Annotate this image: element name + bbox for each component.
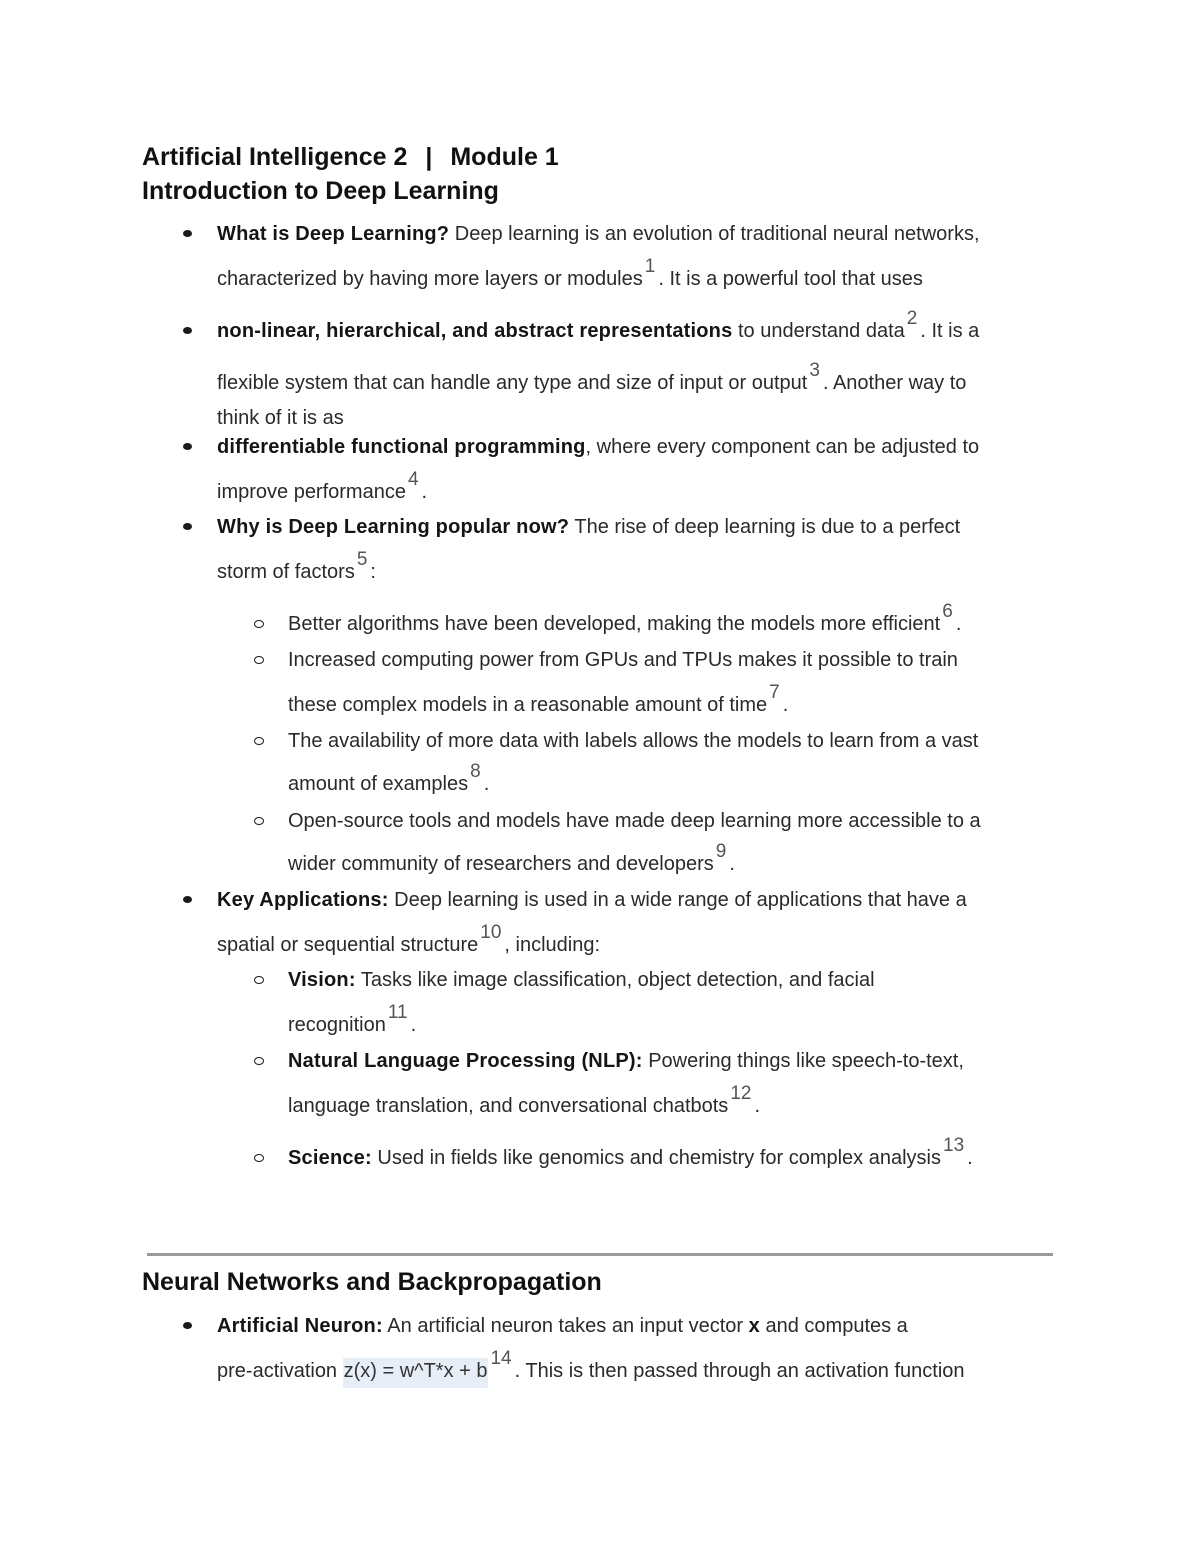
body-text: amount of examples [288, 773, 469, 795]
body-text: The rise of deep learning is due to a perfect [569, 516, 961, 538]
paragraph-line [217, 549, 376, 586]
body-text: . [967, 1147, 973, 1169]
bold-term: Science: [288, 1147, 372, 1169]
body-text: . [410, 1014, 417, 1036]
circle-bullet-icon [254, 620, 264, 628]
paragraph-line [288, 1002, 417, 1039]
bold-term: Artificial Neuron: [217, 1315, 383, 1337]
paragraph-line: think of it is as [217, 407, 344, 429]
paragraph-line [217, 922, 601, 959]
paragraph-line [217, 256, 923, 293]
section-heading-neural-networks: Neural Networks and Backpropagation [142, 1268, 602, 1296]
body-text: An artificial neuron takes an input vector [382, 1315, 749, 1337]
paragraph-line [217, 434, 979, 460]
paragraph-line [288, 682, 789, 719]
body-text: . [754, 1095, 761, 1117]
body-text: wider community of researchers and developers [288, 853, 714, 875]
bullet-icon [183, 896, 192, 903]
body-text: , including: [504, 934, 601, 956]
circle-bullet-icon [254, 656, 264, 664]
paragraph-line [217, 514, 960, 540]
circle-bullet-icon [254, 1057, 264, 1065]
footnote-marker[interactable]: 4 [407, 469, 419, 490]
body-text: Tasks like image classification, object detection, and facial [355, 969, 875, 991]
footnote-marker[interactable]: 13 [943, 1135, 965, 1156]
paragraph-line: The availability of more data with labels allows the models to learn from a vast [288, 730, 979, 752]
body-text: pre-activation [217, 1360, 343, 1382]
footnote-marker[interactable]: 10 [480, 922, 502, 943]
body-text: language translation, and conversational chatbots [288, 1095, 729, 1117]
footnote-marker[interactable]: 1 [644, 256, 656, 277]
bullet-icon [183, 327, 192, 334]
paragraph-line: Open-source tools and models have made deep learning more accessible to a [288, 810, 981, 832]
body-text: . [421, 481, 428, 503]
paragraph-line [217, 308, 980, 345]
bold-term: What is Deep Learning? [217, 223, 450, 245]
circle-bullet-icon [254, 737, 264, 745]
paragraph-line [288, 967, 875, 993]
body-text: . [729, 853, 735, 875]
body-text: Deep learning is used in a wide range of applications that have a [388, 889, 967, 911]
body-text: Deep learning is an evolution of traditional neural networks, [449, 223, 980, 245]
paragraph-line [288, 1083, 761, 1120]
paragraph-line [217, 221, 980, 247]
footnote-marker[interactable]: 2 [906, 308, 918, 329]
body-text: to understand data [732, 320, 905, 342]
body-text: . [955, 613, 962, 635]
footnote-marker[interactable]: 3 [809, 360, 820, 381]
paragraph-line [288, 841, 735, 878]
body-text: Powering things like speech-to-text, [642, 1050, 964, 1072]
body-text: . [483, 773, 490, 795]
course-name: Artificial Intelligence 2 [142, 143, 408, 171]
paragraph-line: Increased computing power from GPUs and TPUs makes it possible to train [288, 649, 958, 671]
bullet-icon [183, 230, 192, 237]
paragraph-line [288, 761, 490, 798]
bold-term: differentiable functional programming [217, 436, 586, 458]
body-text: spatial or sequential structure [217, 934, 479, 956]
footnote-marker[interactable]: 8 [470, 761, 481, 782]
paragraph-line [217, 469, 428, 506]
paragraph-line [217, 360, 967, 397]
body-text: . This is then passed through an activation function [514, 1360, 965, 1382]
footnote-marker[interactable]: 14 [490, 1348, 512, 1369]
body-text: recognition [288, 1014, 386, 1036]
body-text: : [370, 561, 376, 583]
bold-term: Key Applications: [217, 889, 389, 911]
bullet-icon [183, 443, 192, 450]
circle-bullet-icon [254, 1154, 264, 1162]
body-text: Used in fields like genomics and chemistry for complex analysis [371, 1147, 941, 1169]
footnote-marker[interactable]: 5 [356, 549, 368, 570]
body-text: and computes a [759, 1315, 908, 1337]
body-text: improve performance [217, 481, 406, 503]
body-text: characterized by having more layers or modules [217, 268, 643, 290]
bullet-icon [183, 523, 192, 530]
footnote-marker[interactable]: 7 [769, 682, 780, 703]
paragraph-line [217, 887, 967, 913]
paragraph-line [288, 1135, 973, 1172]
circle-bullet-icon [254, 976, 264, 984]
bold-term: Vision: [288, 969, 356, 991]
module-name: Module 1 [450, 143, 559, 171]
body-text: Better algorithms have been developed, making the models more efficient [288, 613, 941, 635]
paragraph-line [288, 1048, 964, 1074]
footnote-marker[interactable]: 11 [387, 1002, 408, 1023]
body-text: these complex models in a reasonable amount of time [288, 694, 768, 716]
title-separator: | [425, 143, 433, 171]
body-text: , where every component can be adjusted to [585, 436, 980, 458]
body-text: flexible system that can handle any type and size of input or output [217, 372, 808, 394]
body-text: . It is a [920, 320, 980, 342]
bold-term: Natural Language Processing (NLP): [288, 1050, 643, 1072]
bold-variable: x [748, 1315, 760, 1337]
bullet-icon [183, 1322, 192, 1329]
body-text: . It is a powerful tool that uses [658, 268, 923, 290]
bold-term: Why is Deep Learning popular now? [217, 516, 570, 538]
section-heading-intro: Introduction to Deep Learning [142, 177, 499, 205]
body-text: . Another way to [822, 372, 967, 394]
footnote-marker[interactable]: 9 [715, 841, 727, 862]
page-title [142, 140, 559, 174]
body-text: storm of factors [217, 561, 355, 583]
formula-highlight[interactable]: z(x) = w^T*x + b [343, 1358, 489, 1388]
footnote-marker[interactable]: 12 [730, 1083, 752, 1104]
horizontal-divider [147, 1253, 1053, 1256]
paragraph-line [217, 1348, 965, 1385]
paragraph-line [217, 1313, 908, 1339]
bold-term: non-linear, hierarchical, and abstract representations [217, 320, 733, 342]
paragraph-line [288, 601, 962, 638]
footnote-marker[interactable]: 6 [942, 601, 953, 622]
circle-bullet-icon [254, 817, 264, 825]
body-text: . [782, 694, 789, 716]
